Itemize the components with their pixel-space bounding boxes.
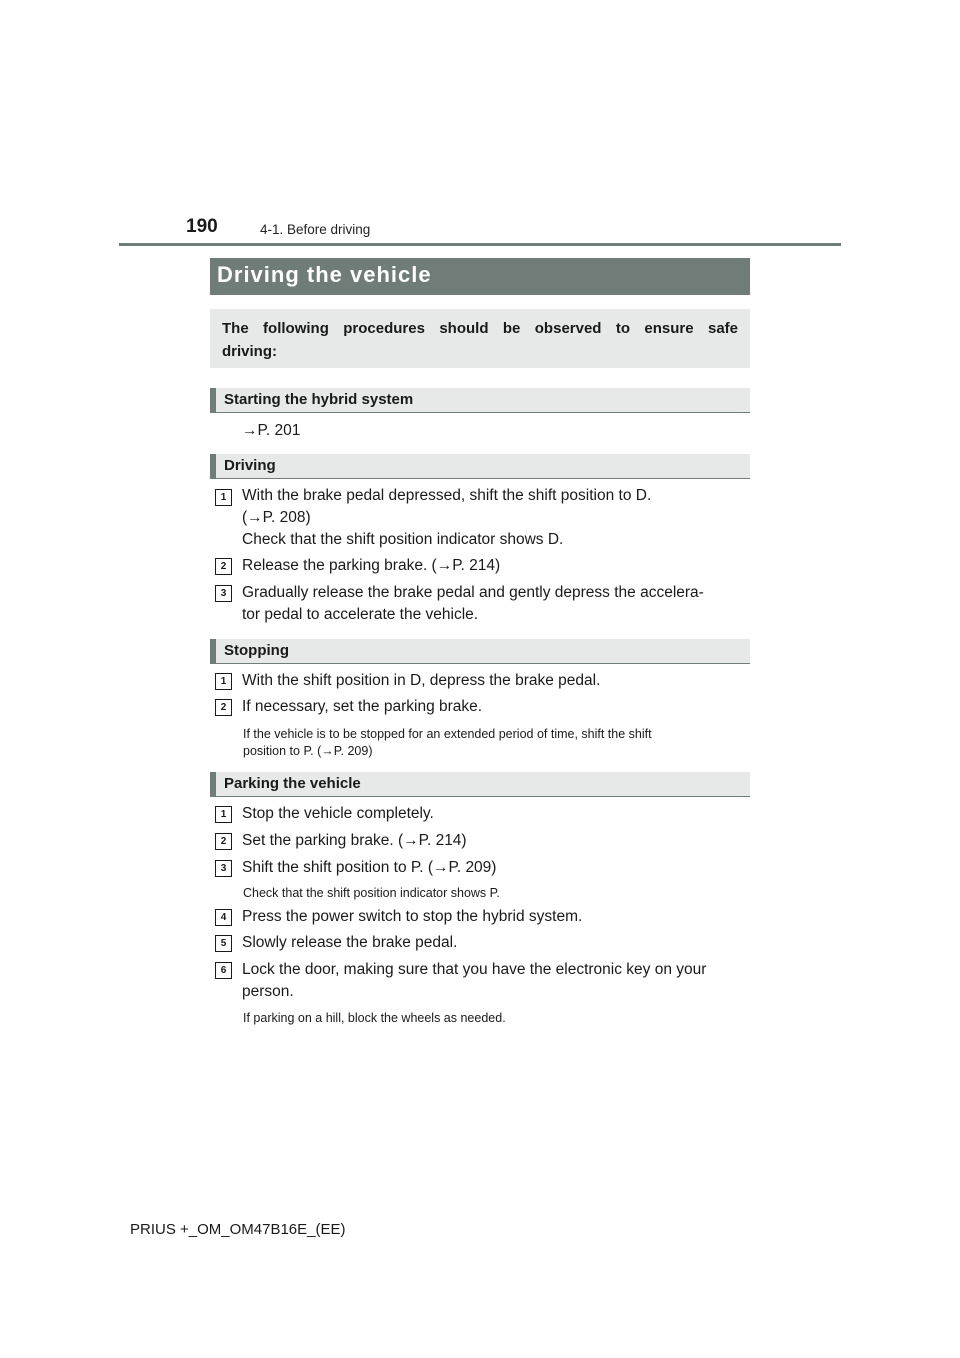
parking-step-1-text: Stop the vehicle completely. xyxy=(242,805,434,822)
step-number-badge: 6 xyxy=(215,962,232,979)
step-number-badge: 3 xyxy=(215,860,232,877)
driving-step-3-line-1: Gradually release the brake pedal and gently depress the accelera- xyxy=(242,584,704,601)
driving-step-3-text xyxy=(242,582,752,626)
subheading-parking: Parking the vehicle xyxy=(210,772,750,797)
page-number: 190 xyxy=(186,216,218,237)
header-divider xyxy=(119,243,841,246)
stopping-note xyxy=(243,726,753,760)
starting-page-reference: →P. 201 xyxy=(242,422,301,439)
stopping-note-line-2: position to P. (→P. 209) xyxy=(243,744,373,758)
subheading-driving: Driving xyxy=(210,454,750,479)
driving-step-2-text: Release the parking brake. (→P. 214) xyxy=(242,557,501,574)
subheading-starting: Starting the hybrid system xyxy=(210,388,750,413)
page-title: Driving the vehicle xyxy=(210,258,750,295)
intro-line-2: driving: xyxy=(222,343,277,360)
subheading-stopping: Stopping xyxy=(210,639,750,664)
step-number-badge: 1 xyxy=(215,489,232,506)
parking-step-2-text: Set the parking brake. (→P. 214) xyxy=(242,832,467,849)
stopping-note-line-1: If the vehicle is to be stopped for an extended period of time, shift the shift xyxy=(243,727,652,741)
parking-step-5-text: Slowly release the brake pedal. xyxy=(242,934,458,951)
driving-step-1-text xyxy=(242,485,752,551)
stopping-step-2-text: If necessary, set the parking brake. xyxy=(242,698,483,715)
intro-box xyxy=(210,309,750,368)
stopping-step-1-text: With the shift position in D, depress the brake pedal. xyxy=(242,672,601,689)
step-number-badge: 1 xyxy=(215,806,232,823)
parking-step-4-text: Press the power switch to stop the hybrid system. xyxy=(242,908,583,925)
driving-step-1-line-2: (→P. 208) xyxy=(242,509,311,526)
step-number-badge: 1 xyxy=(215,673,232,690)
step-number-badge: 5 xyxy=(215,935,232,952)
parking-step-3-text: Shift the shift position to P. (→P. 209) xyxy=(242,859,497,876)
parking-step-6-line-1: Lock the door, making sure that you have the electronic key on your xyxy=(242,961,707,978)
driving-step-1-line-3: Check that the shift position indicator shows D. xyxy=(242,531,564,548)
step-number-badge: 3 xyxy=(215,585,232,602)
parking-step-6-note: If parking on a hill, block the wheels as needed. xyxy=(243,1011,506,1025)
driving-step-3-line-2: tor pedal to accelerate the vehicle. xyxy=(242,606,479,623)
parking-step-6-line-2: person. xyxy=(242,983,294,1000)
section-reference: 4-1. Before driving xyxy=(260,222,371,237)
intro-line-1: The following procedures should be observed to ensure safe xyxy=(222,320,738,337)
parking-step-6-text xyxy=(242,959,752,1003)
document-code-footer: PRIUS +_OM_OM47B16E_(EE) xyxy=(130,1221,346,1238)
step-number-badge: 2 xyxy=(215,833,232,850)
driving-step-1-line-1: With the brake pedal depressed, shift the shift position to D. xyxy=(242,487,652,504)
step-number-badge: 4 xyxy=(215,909,232,926)
step-number-badge: 2 xyxy=(215,558,232,575)
parking-step-3-note: Check that the shift position indicator shows P. xyxy=(243,886,500,900)
step-number-badge: 2 xyxy=(215,699,232,716)
